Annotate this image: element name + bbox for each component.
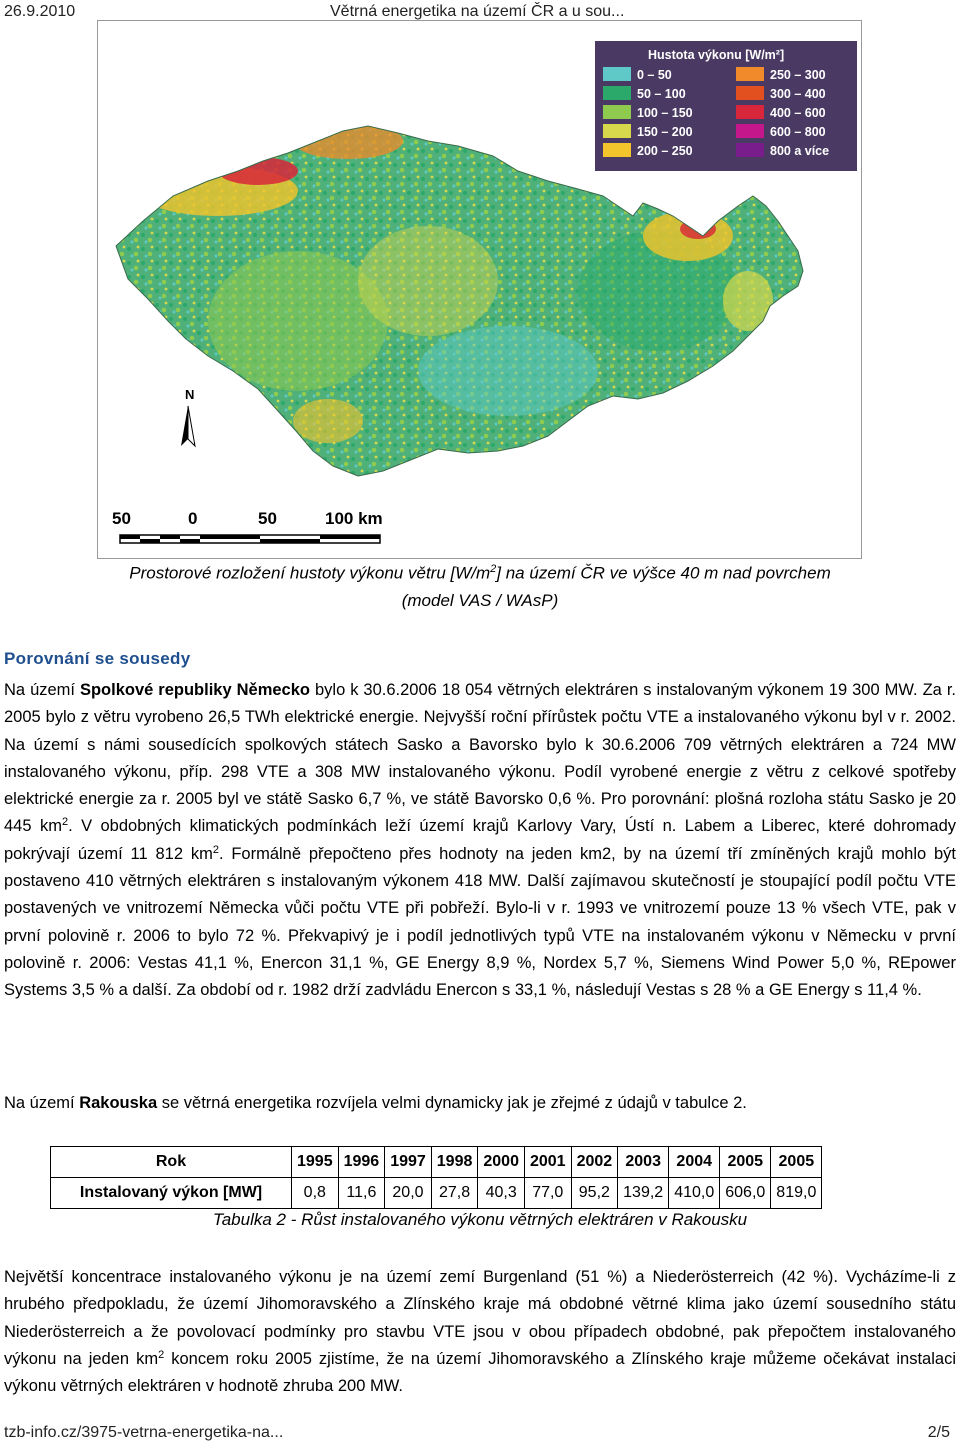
superscript: 2 [61,816,69,829]
map-caption-line1 [0,563,960,584]
footer-url: tzb-info.cz/3975-vetrna-energetika-na... [4,1424,284,1441]
table-cell: 2005 [771,1147,822,1178]
north-arrow-icon [181,387,195,446]
header-title: Větrná energetika na území ČR a u sou... [330,3,625,20]
table-cell: 2000 [478,1147,525,1178]
caption-superscript: 2 [490,563,497,575]
germany-paragraph [4,677,956,1005]
paragraph-text: Na území [4,1094,80,1112]
north-label: N [185,387,195,402]
legend-label: 50 – 100 [637,87,686,101]
table-cell: 2005 [720,1147,771,1178]
legend-label: 150 – 200 [637,125,693,139]
table-cell: 2001 [524,1147,571,1178]
map-legend [595,41,857,171]
paragraph-text: . Formálně přepočteno přes hodnoty na jeden km2, by na území tří zmíněných krajů mohlo být postaveno 410 větrných elektráren s instalovaným výkonem 418 MW. Další zajímavou skutečností je stoupající podíl počtu VTE postavených ve vnitrozemí Německa vůči počtu VTE při pobřeží. Bylo-li v r. 1993 ve vnitrozemí pouze 13 % všech VTE, pak v první polovině r. 2006 to bylo 72 %. Překvapivý je i podíl jednotlivých typů VTE na instalovaném výkonu v Německu v první polovině r. 2006: Vestas 41,1 %, Enercon 31,1 %, GE Energy 8,9 %, Nordex 5,7 %, Siemens Wind Power 5,0 %, REpower Systems 3,5 % a další. Za období od r. 1982 drží zadvládu Enercon s 33,1 %, následují Vestas s 28 % a GE Energy s 11,4 %. [4,844,956,1000]
scale-label: 100 km [325,509,383,528]
table-cell: 819,0 [771,1178,822,1209]
legend-label: 0 – 50 [637,68,672,82]
table-cell: 1995 [292,1147,339,1178]
table-cell: 40,3 [478,1178,525,1209]
wind-density-map [97,20,862,559]
map-caption-line2: (model VAS / WAsP) [401,591,559,610]
paragraph-text: . V obdobných klimatických podmínkách leží území krajů Karlovy Vary, Ústí n. Labem a Liberec, které dohromady pokrývají území 11 812 km [4,817,956,863]
legend-label: 100 – 150 [637,106,693,120]
paragraph-text: koncem roku 2005 zjistíme, že na území Jihomoravského a Zlínského kraje můžeme očekávat instalaci výkonu větrných elektráren v hodnotě zhruba 200 MW. [4,1349,956,1396]
legend-swatch [736,67,764,81]
table-cell: 95,2 [571,1178,618,1209]
table-row [51,1178,822,1209]
table-cell: 606,0 [720,1178,771,1209]
scale-label: 50 [112,509,131,528]
legend-label: 200 – 250 [637,144,693,158]
table-cell: 2002 [571,1147,618,1178]
country-name-austria: Rakouska [79,1094,158,1112]
table-row-label: Rok [51,1147,292,1178]
legend-swatch [603,86,631,100]
final-paragraph [4,1264,956,1400]
paragraph-text: se větrná energetika rozvíjela velmi dynamicky jak je zřejmé z údajů v tabulce 2. [157,1094,747,1112]
legend-swatch [603,124,631,138]
table-cell: 410,0 [669,1178,720,1209]
legend-title: Hustota výkonu [W/m²] [648,48,785,62]
legend-label: 600 – 800 [770,125,826,139]
caption-text: Prostorové rozložení hustoty výkonu větru [W/m [129,563,491,583]
table-cell: 27,8 [431,1178,478,1209]
table-cell: 1998 [431,1147,478,1178]
table-cell: 11,6 [338,1178,385,1209]
table-cell: 139,2 [618,1178,669,1209]
table-cell: 77,0 [524,1178,571,1209]
legend-label: 300 – 400 [770,87,826,101]
table-cell: 1996 [338,1147,385,1178]
table-caption: Tabulka 2 - Růst instalovaného výkonu větrných elektráren v Rakousku [212,1210,748,1229]
paragraph-text: Na území [4,681,80,699]
table-cell: 1997 [385,1147,432,1178]
legend-swatch [603,67,631,81]
paragraph-text: 300 MW. Za r. 2005 bylo z větru vyrobeno 26,5 TWh elektrické energie. Nejvyšší roční přírůstek počtu VTE a instalovaného výkonu byl v r. 2002. Na území s námi sousedících spolkových státech Sasko a Bavorsko bylo k 30.6.2006 709 větrných elektráren a 724 MW instalovaného výkonu, příp. 298 VTE a 308 MW instalovaného výkonu. Podíl vyrobené energie z větru z celkové spotřeby elektrické energie za r. 2005 byl ve státě Sasko 6,7 %, ve státě Bavorsko 0,6 %. Pro porovnání: plošná rozloha státu Sasko je 20 445 km [4,681,956,836]
paragraph-text: Největší koncentrace instalovaného výkonu je na území zemí Burgenland (51 %) a Niederösterreich (42 %). Vycházíme-li z hrubého předpokladu, že území Jihomoravského a Zlínského kraje má obdobné větrné klima jako území sousedního státu Niederösterreich a že povolovací podmínky pro stavbu VTE jsou v obou případech obdobné, pak přepočtem instalovaného výkonu na jeden km [4,1268,956,1368]
footer-page-number: 2/5 [927,1424,950,1441]
legend-swatch [603,143,631,157]
scale-bar [112,509,383,543]
country-name-germany: Spolkové republiky Německo [79,681,310,699]
legend-swatch [736,124,764,138]
header-date: 26.9.2010 [4,3,76,20]
table-cell: 2004 [669,1147,720,1178]
legend-label: 400 – 600 [770,106,826,120]
legend-swatch [603,105,631,119]
section-title: Porovnání se sousedy [4,649,191,668]
czech-map-image [98,21,861,558]
installed-power-table [50,1146,822,1209]
legend-swatch [736,86,764,100]
legend-label: 250 – 300 [770,68,826,82]
legend-swatch [736,105,764,119]
legend-label: 800 a více [770,144,830,158]
paragraph-text: bylo k 30.6.2006 18 054 větrných elektráren s instalovaným výkonem 19 [310,681,848,699]
austria-paragraph [4,1090,956,1117]
caption-text: ] na území ČR ve výšce 40 m nad povrchem [496,563,831,583]
scale-label: 0 [188,509,198,528]
table-cell: 0,8 [292,1178,339,1209]
table-cell: 20,0 [385,1178,432,1209]
table-row-label: Instalovaný výkon [MW] [51,1178,292,1209]
table-cell: 2003 [618,1147,669,1178]
table-row [51,1147,822,1178]
superscript: 2 [212,843,219,856]
legend-swatch [736,143,764,157]
scale-label: 50 [258,509,277,528]
superscript: 2 [158,1348,165,1361]
